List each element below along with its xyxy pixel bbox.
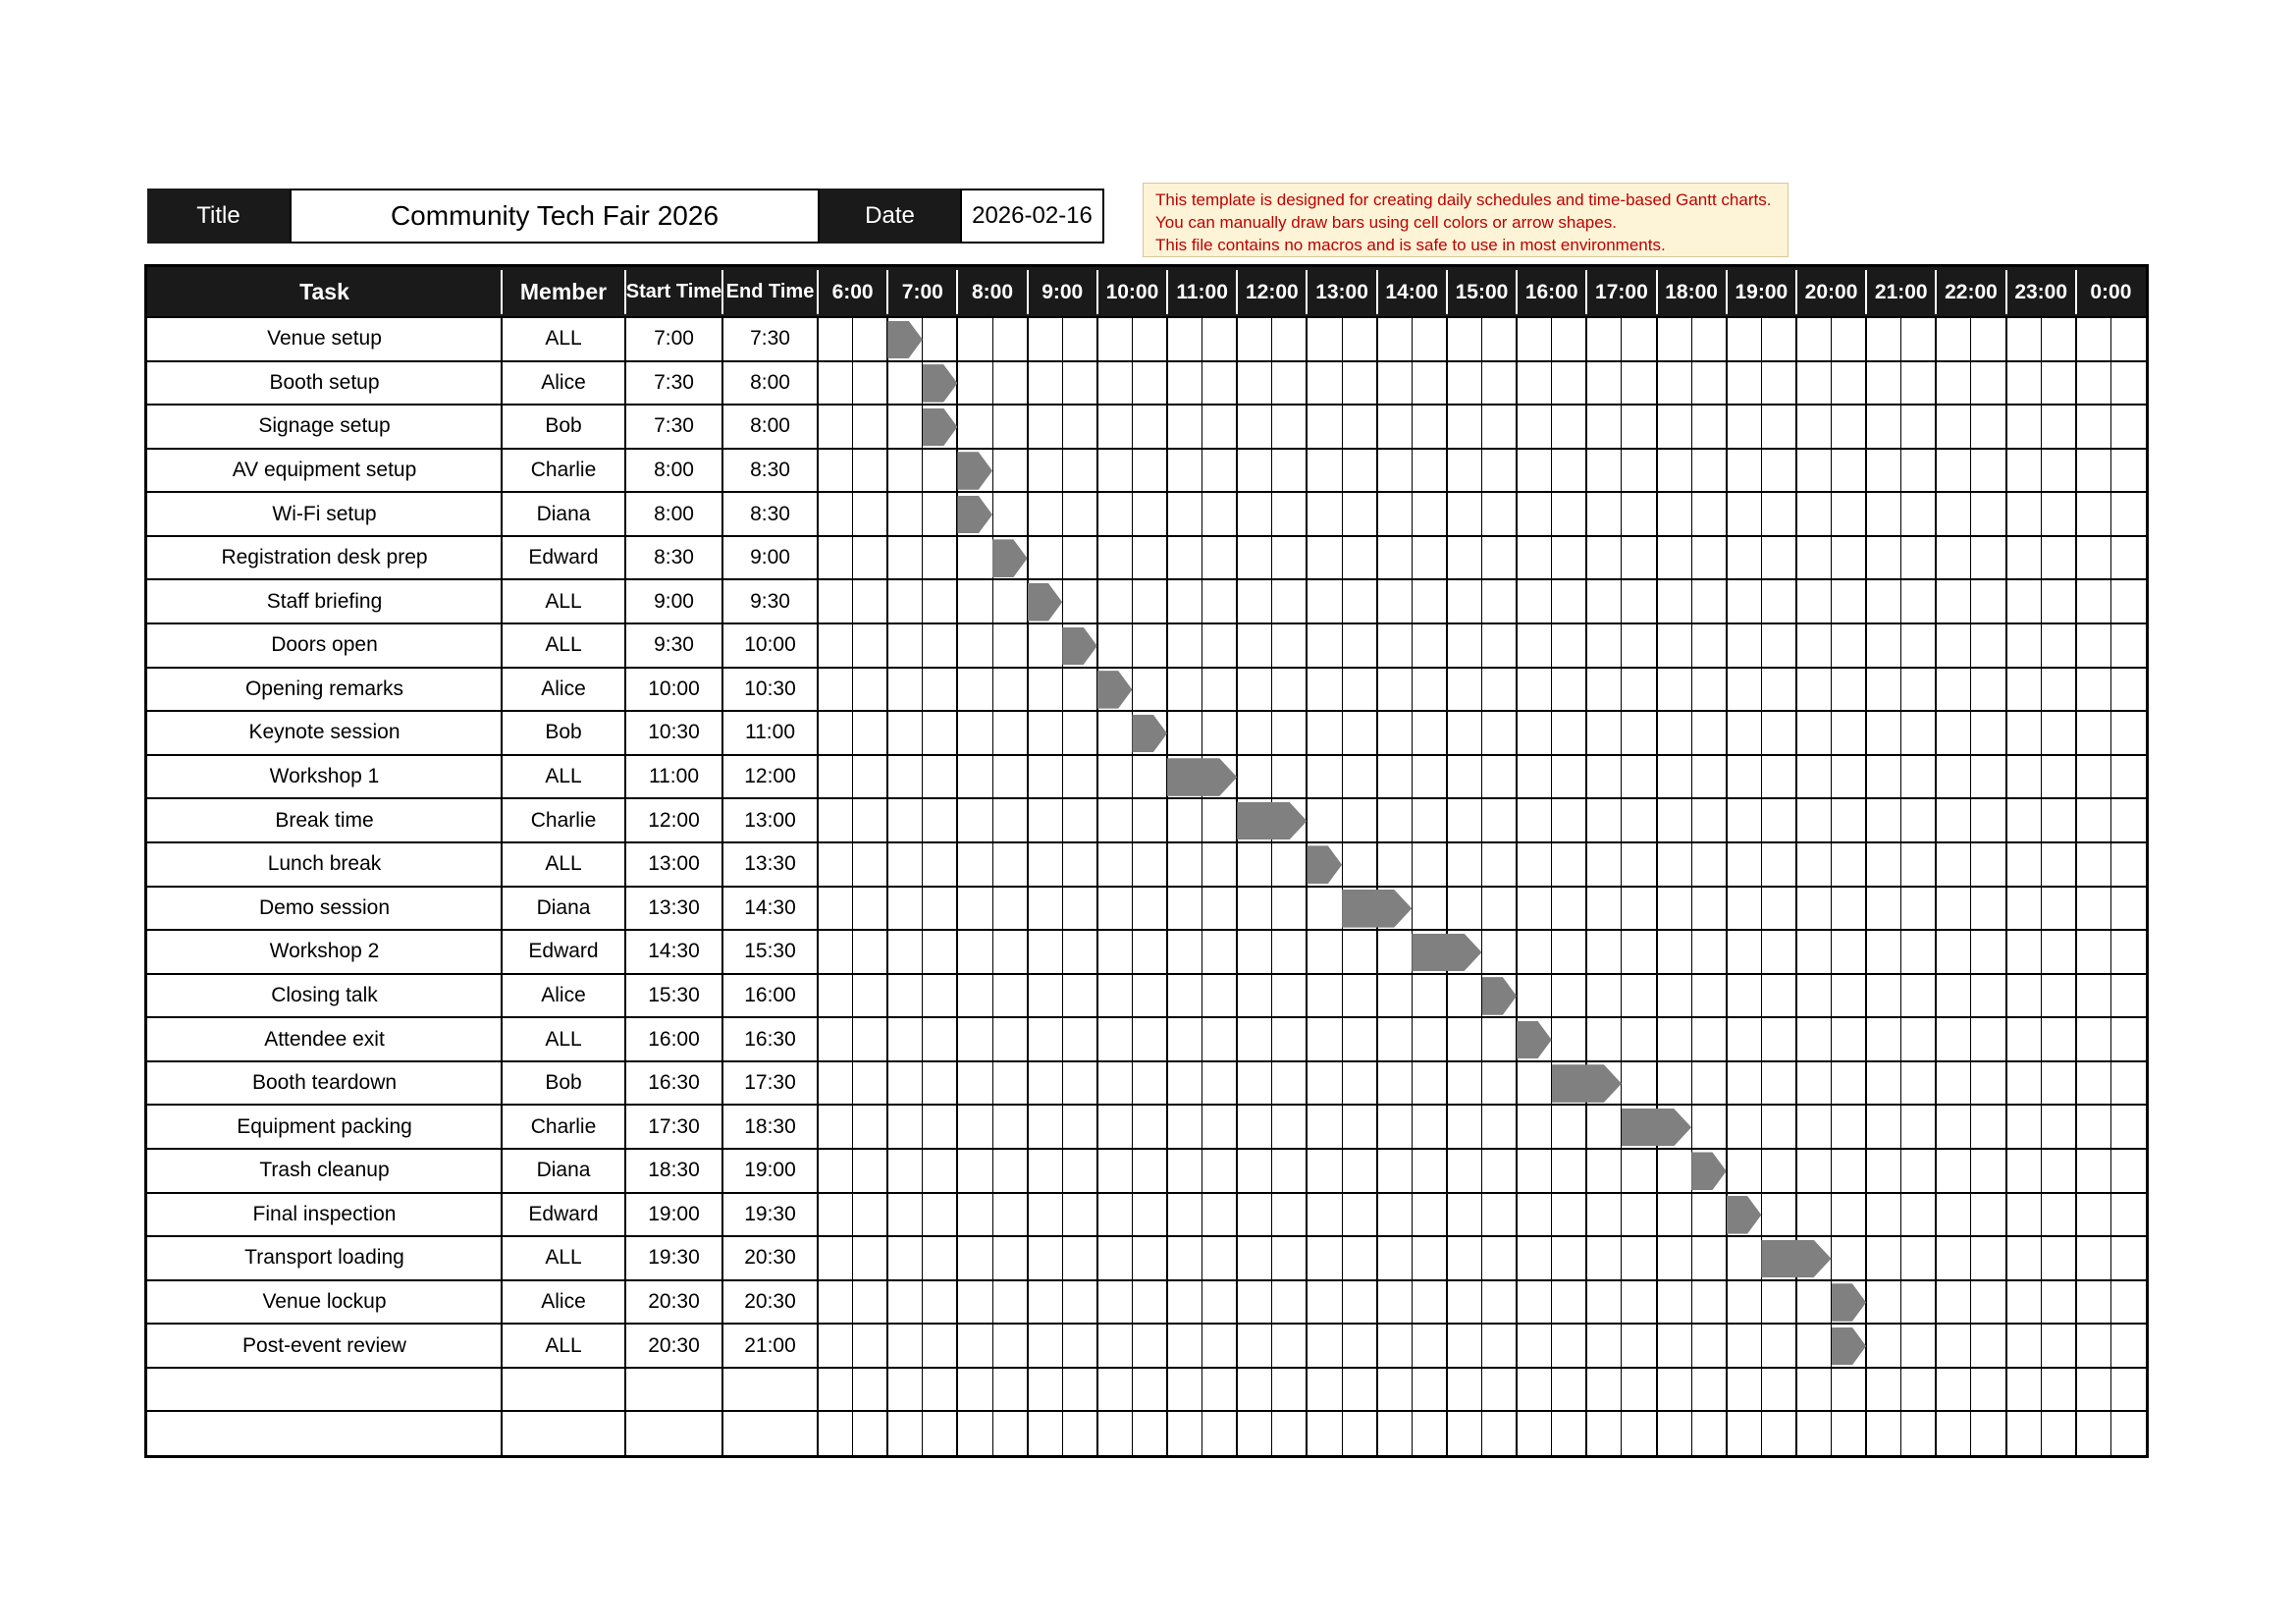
hour-header-cell: 9:00 <box>1041 280 1084 303</box>
end-time-cell[interactable]: 19:30 <box>744 1202 796 1225</box>
task-name-cell[interactable]: Venue lockup <box>262 1289 387 1313</box>
end-time-cell[interactable]: 20:30 <box>744 1289 796 1313</box>
date-label-cell: Date <box>820 189 960 244</box>
start-time-cell[interactable]: 19:00 <box>648 1202 700 1225</box>
member-cell[interactable]: Charlie <box>530 459 597 481</box>
hour-header-cell: 7:00 <box>901 280 943 303</box>
member-cell[interactable]: Edward <box>528 546 599 569</box>
start-time-cell[interactable]: 10:00 <box>648 677 700 700</box>
start-time-cell[interactable]: 20:30 <box>648 1333 700 1357</box>
task-name-cell[interactable]: Keynote session <box>248 721 400 744</box>
title-label-cell: Title <box>147 189 290 244</box>
task-name-cell[interactable]: Transport loading <box>244 1246 404 1270</box>
task-name-cell[interactable]: Workshop 2 <box>269 940 380 963</box>
member-cell[interactable]: Edward <box>528 940 599 963</box>
end-time-cell[interactable]: 8:00 <box>750 414 790 438</box>
start-time-cell[interactable]: 12:00 <box>648 808 700 832</box>
member-cell[interactable]: Alice <box>541 677 586 700</box>
start-time-cell[interactable]: 11:00 <box>649 765 699 788</box>
task-name-cell[interactable]: Break time <box>275 808 374 832</box>
end-time-cell[interactable]: 11:00 <box>745 721 795 744</box>
start-time-cell[interactable]: 13:30 <box>648 895 700 919</box>
start-time-cell[interactable]: 10:30 <box>648 721 700 744</box>
start-time-cell[interactable]: 9:30 <box>654 633 694 657</box>
task-name-cell[interactable]: Post-event review <box>242 1333 406 1357</box>
member-cell[interactable]: Alice <box>541 370 586 394</box>
end-time-cell[interactable]: 7:30 <box>750 327 790 351</box>
start-time-cell[interactable]: 16:00 <box>648 1027 700 1051</box>
end-time-cell[interactable]: 10:30 <box>744 677 796 700</box>
member-cell[interactable]: Diana <box>536 502 591 525</box>
end-time-cell[interactable]: 21:00 <box>744 1333 796 1357</box>
end-time-cell[interactable]: 12:00 <box>744 765 796 788</box>
end-time-cell[interactable]: 13:30 <box>744 852 796 876</box>
start-time-cell[interactable]: 8:30 <box>654 546 694 569</box>
hour-header-cell: 11:00 <box>1176 280 1228 303</box>
note-line-3: This file contains no macros and is safe to use in most environments. <box>1155 236 1666 254</box>
start-time-cell[interactable]: 14:30 <box>648 940 700 963</box>
start-time-cell[interactable]: 7:30 <box>654 414 694 438</box>
member-cell[interactable]: ALL <box>545 1333 582 1357</box>
member-cell[interactable]: Alice <box>541 1289 586 1313</box>
task-name-cell[interactable]: Booth teardown <box>251 1071 398 1095</box>
hour-header-cell: 21:00 <box>1874 280 1928 303</box>
task-name-cell[interactable]: Final inspection <box>252 1202 397 1225</box>
member-cell[interactable]: ALL <box>545 589 582 613</box>
member-cell[interactable]: Bob <box>545 721 582 744</box>
member-cell[interactable]: Diana <box>536 895 591 919</box>
end-time-cell[interactable]: 8:30 <box>750 502 790 525</box>
table-frame <box>144 264 2149 1458</box>
member-cell[interactable]: ALL <box>545 327 582 351</box>
hour-header-cell: 13:00 <box>1315 280 1368 303</box>
end-time-cell[interactable]: 10:00 <box>744 633 796 657</box>
start-time-cell[interactable]: 7:00 <box>654 327 694 351</box>
column-header-member: Member <box>519 279 608 304</box>
member-cell[interactable]: Edward <box>528 1202 599 1225</box>
end-time-cell[interactable]: 20:30 <box>744 1246 796 1270</box>
task-name-cell[interactable]: Staff briefing <box>266 589 383 613</box>
note-line-2: You can manually draw bars using cell colors or arrow shapes. <box>1155 213 1617 232</box>
template-note-box <box>1143 183 1789 257</box>
member-cell[interactable]: Bob <box>545 414 582 438</box>
start-time-cell[interactable]: 7:30 <box>654 370 694 394</box>
member-cell[interactable]: Charlie <box>530 1114 597 1138</box>
start-time-cell[interactable]: 17:30 <box>648 1114 700 1138</box>
task-name-cell[interactable]: Venue setup <box>267 327 382 351</box>
end-time-cell[interactable]: 17:30 <box>744 1071 796 1095</box>
end-time-cell[interactable]: 19:00 <box>744 1159 796 1182</box>
start-time-cell[interactable]: 16:30 <box>648 1071 700 1095</box>
title-value-cell[interactable]: Community Tech Fair 2026 <box>290 189 820 244</box>
hour-header-cell: 22:00 <box>1945 280 1998 303</box>
task-name-cell[interactable]: Doors open <box>271 633 378 657</box>
date-value-cell[interactable]: 2026-02-16 <box>960 189 1104 244</box>
member-cell[interactable]: Charlie <box>530 808 597 832</box>
start-time-cell[interactable]: 20:30 <box>648 1289 700 1313</box>
hour-header-cell: 19:00 <box>1735 280 1789 303</box>
end-time-cell[interactable]: 8:30 <box>750 459 790 481</box>
task-name-cell[interactable]: Wi-Fi setup <box>272 502 377 525</box>
hour-header-cell: 16:00 <box>1524 280 1578 303</box>
task-name-cell[interactable]: Closing talk <box>271 983 378 1006</box>
member-cell[interactable]: Bob <box>545 1071 582 1095</box>
hour-header-cell: 18:00 <box>1665 280 1718 303</box>
column-header-start-time: Start Time <box>625 281 722 302</box>
task-name-cell[interactable]: Attendee exit <box>264 1027 385 1051</box>
hour-header-cell: 23:00 <box>2014 280 2068 303</box>
hour-header-cell: 6:00 <box>831 280 874 303</box>
hour-header-cell: 10:00 <box>1105 280 1159 303</box>
end-time-cell[interactable]: 15:30 <box>744 940 796 963</box>
hour-header-cell: 15:00 <box>1455 280 1509 303</box>
task-name-cell[interactable]: Equipment packing <box>237 1114 412 1138</box>
end-time-cell[interactable]: 16:30 <box>744 1027 796 1051</box>
hour-header-cell: 8:00 <box>971 280 1014 303</box>
member-cell[interactable]: ALL <box>545 765 582 788</box>
start-time-cell[interactable]: 15:30 <box>648 983 700 1006</box>
task-name-cell[interactable]: Registration desk prep <box>221 546 428 569</box>
member-cell[interactable]: Diana <box>536 1159 591 1182</box>
task-name-cell[interactable]: AV equipment setup <box>232 459 417 481</box>
task-name-cell[interactable]: Opening remarks <box>244 677 404 700</box>
hour-header-cell: 17:00 <box>1595 280 1648 303</box>
start-time-cell[interactable]: 9:00 <box>654 589 694 613</box>
column-header-task: Task <box>299 279 349 304</box>
start-time-cell[interactable]: 8:00 <box>654 459 694 481</box>
hour-header-cell: 20:00 <box>1804 280 1858 303</box>
task-name-cell[interactable]: Signage setup <box>258 414 391 438</box>
start-time-cell[interactable]: 13:00 <box>648 852 700 876</box>
member-cell[interactable]: ALL <box>545 1027 582 1051</box>
start-time-cell[interactable]: 8:00 <box>654 502 694 525</box>
member-cell[interactable]: Alice <box>541 983 586 1006</box>
member-cell[interactable]: ALL <box>545 852 582 876</box>
note-line-1: This template is designed for creating daily schedules and time-based Gantt charts. <box>1155 190 1772 209</box>
task-name-cell[interactable]: Trash cleanup <box>259 1159 390 1182</box>
hour-header-cell: 0:00 <box>2090 280 2132 303</box>
start-time-cell[interactable]: 19:30 <box>648 1246 700 1270</box>
end-time-cell[interactable]: 18:30 <box>744 1114 796 1138</box>
end-time-cell[interactable]: 9:30 <box>750 589 790 613</box>
end-time-cell[interactable]: 8:00 <box>750 370 790 394</box>
end-time-cell[interactable]: 14:30 <box>744 895 796 919</box>
hour-header-cell: 14:00 <box>1385 280 1439 303</box>
task-name-cell[interactable]: Booth setup <box>269 370 380 394</box>
start-time-cell[interactable]: 18:30 <box>648 1159 700 1182</box>
task-name-cell[interactable]: Demo session <box>258 895 391 919</box>
task-name-cell[interactable]: Workshop 1 <box>269 765 380 788</box>
task-name-cell[interactable]: Lunch break <box>267 852 382 876</box>
end-time-cell[interactable]: 9:00 <box>750 546 790 569</box>
hour-header-cell: 12:00 <box>1245 280 1299 303</box>
column-header-end-time: End Time <box>725 281 815 302</box>
member-cell[interactable]: ALL <box>545 633 582 657</box>
end-time-cell[interactable]: 13:00 <box>744 808 796 832</box>
end-time-cell[interactable]: 16:00 <box>744 983 796 1006</box>
member-cell[interactable]: ALL <box>545 1246 582 1270</box>
